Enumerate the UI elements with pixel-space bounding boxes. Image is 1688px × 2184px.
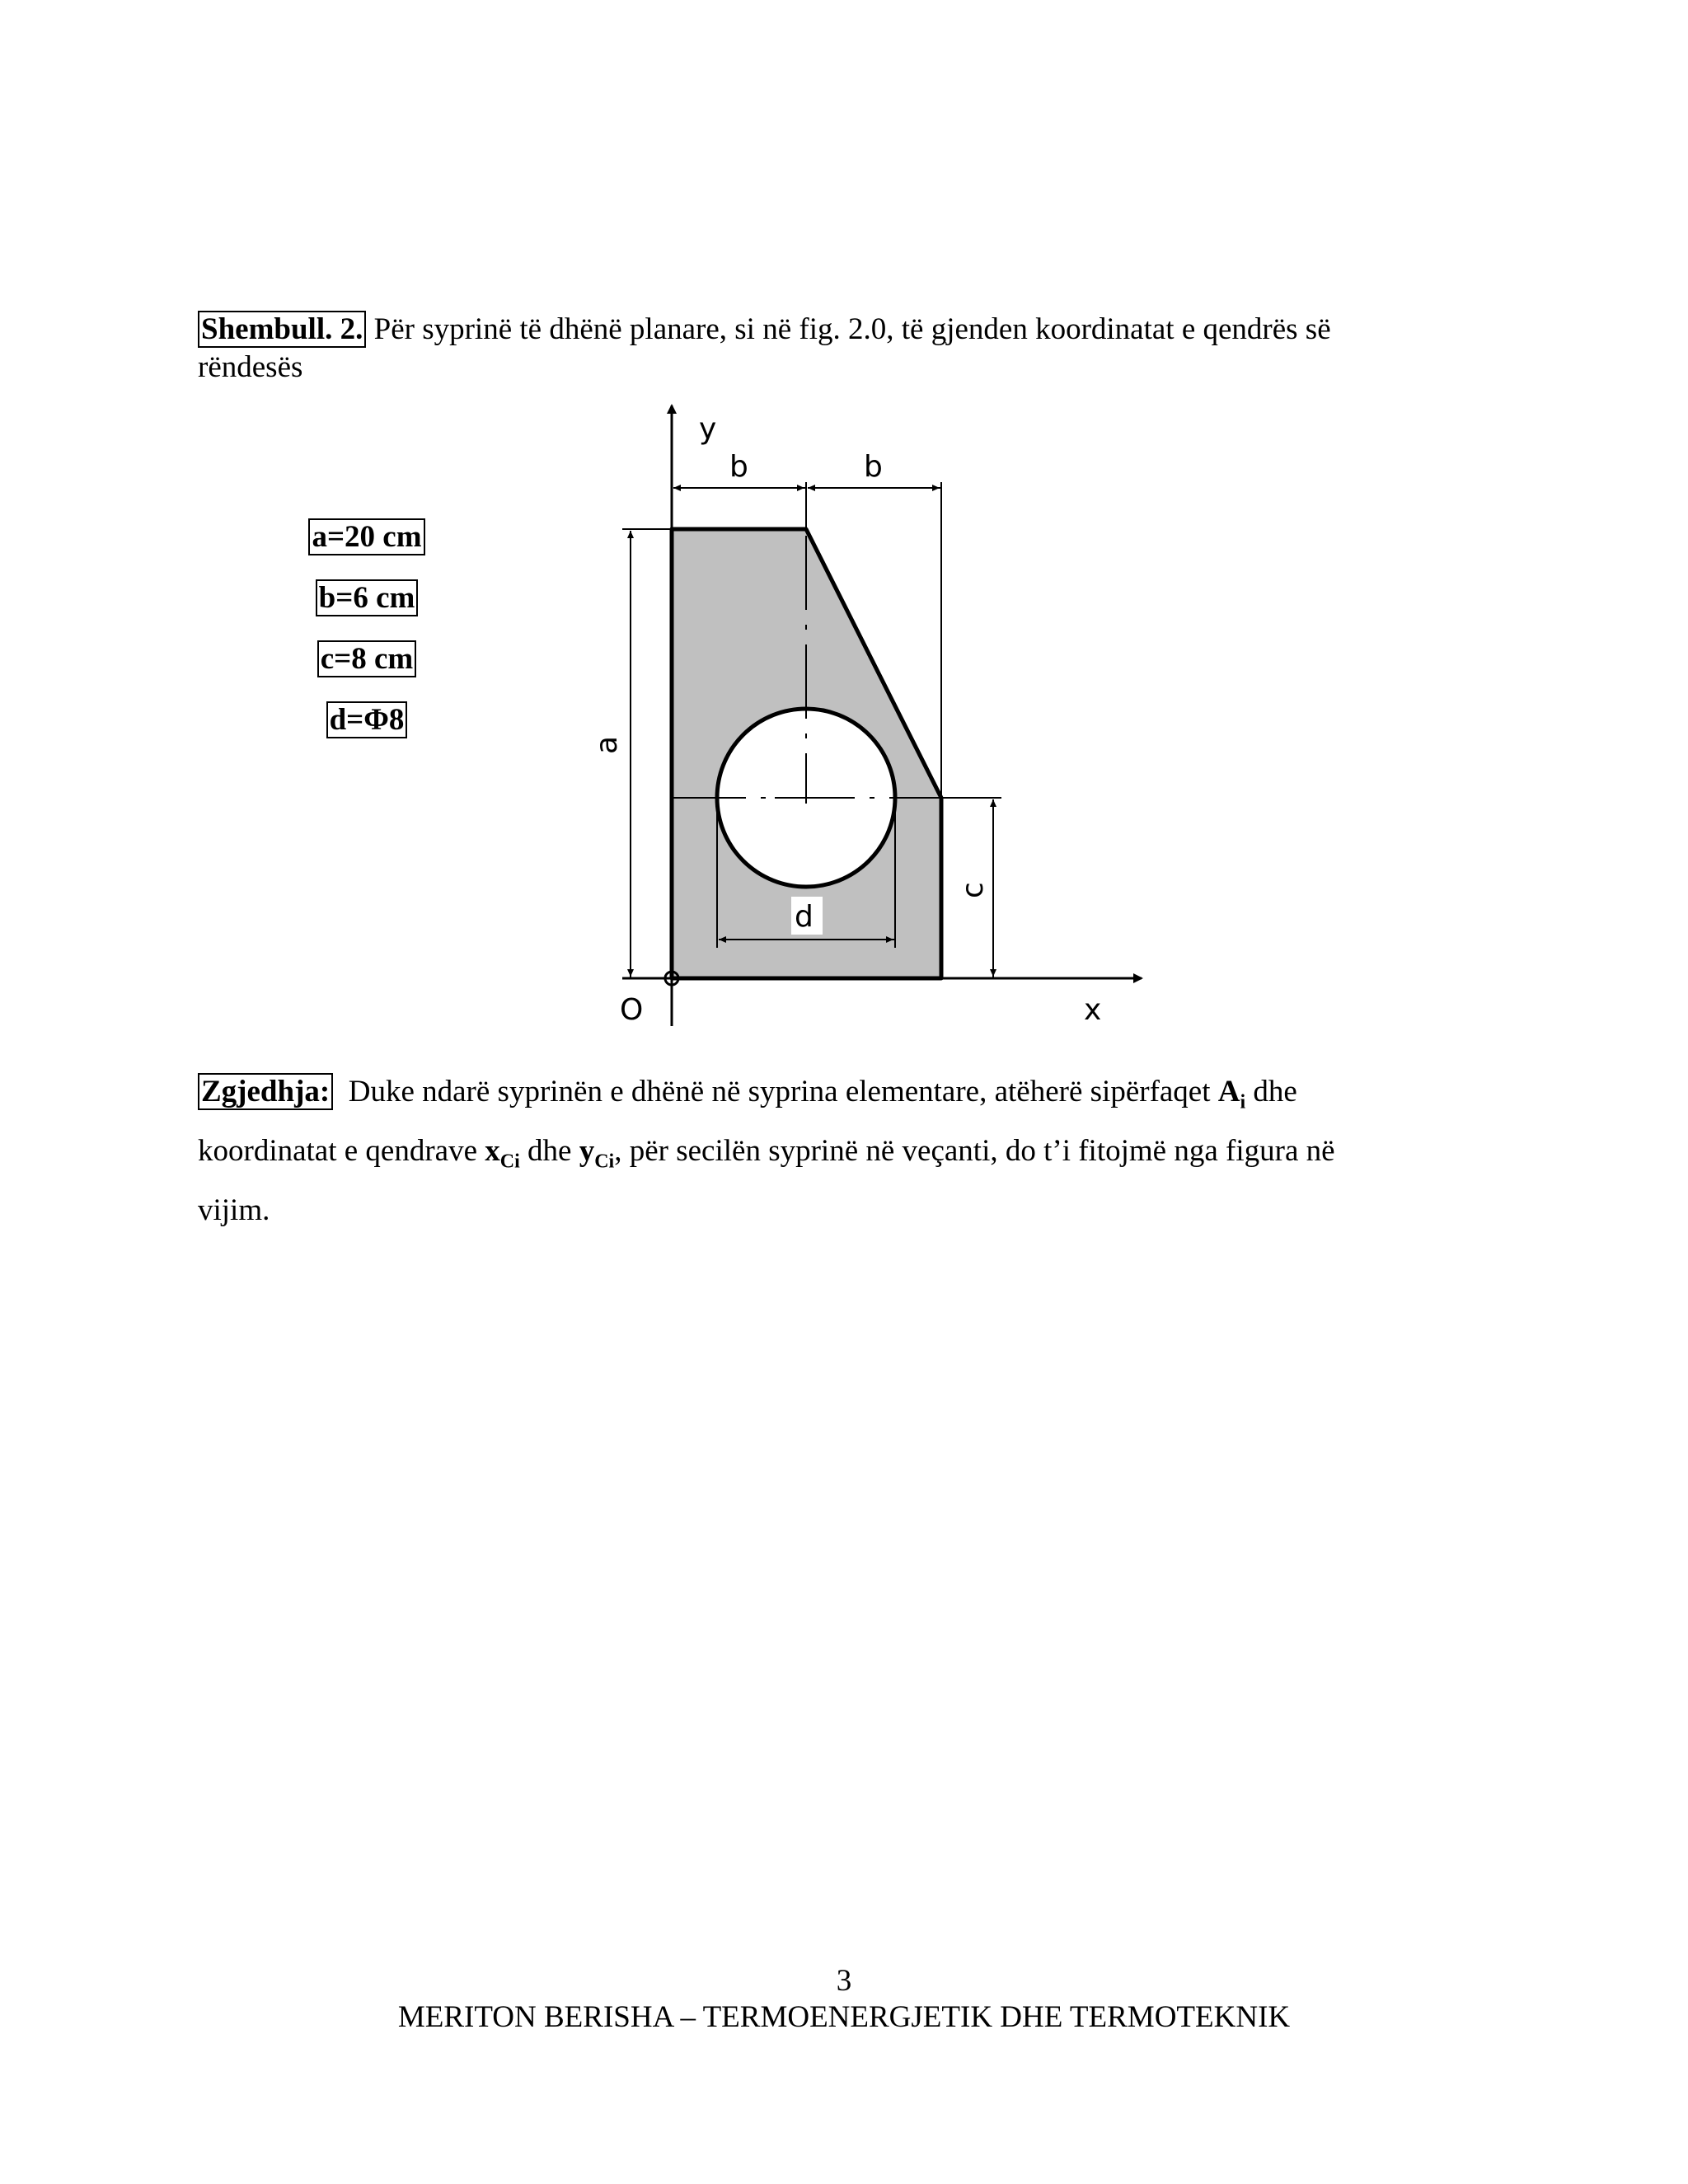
solution-line2-end: , për secilën syprinë në veçanti, do t’i fitojmë nga figura në <box>614 1134 1335 1168</box>
solution-line1-end: dhe <box>1253 1075 1297 1108</box>
param-b: b=6 cm <box>316 579 419 616</box>
footer-author: MERITON BERISHA – TERMOENERGJETIK DHE TERMOTEKNIK <box>397 2000 1291 2034</box>
example-text-line2: rëndesës <box>198 350 303 384</box>
label-dim-d: d <box>795 900 814 934</box>
page-number: 3 <box>836 1964 852 1998</box>
symbol-A-sub: i <box>1240 1091 1246 1113</box>
symbol-x: x <box>485 1134 500 1168</box>
symbol-x-sub: Ci <box>499 1151 520 1173</box>
example-text-line1: Për syprinë të dhënë planare, si në fig. 2.0, të gjenden koordinatat e qendrës së <box>373 312 1331 346</box>
label-dim-a: a <box>590 735 624 754</box>
solution-line2-mid: dhe <box>528 1134 572 1168</box>
param-a: a=20 cm <box>308 518 424 555</box>
label-origin: O <box>620 993 644 1027</box>
label-dim-b2: b <box>864 450 883 484</box>
solution-line3: vijim. <box>198 1193 270 1227</box>
symbol-y-sub: Ci <box>594 1151 615 1173</box>
symbol-y: y <box>579 1134 595 1168</box>
param-c: c=8 cm <box>317 640 417 677</box>
label-x: x <box>1084 993 1102 1027</box>
label-dim-c: c <box>956 882 990 898</box>
solution-label: Zgjedhja: <box>198 1073 333 1110</box>
param-d: d=Φ8 <box>326 701 408 738</box>
label-y: y <box>699 412 717 446</box>
symbol-A: A <box>1217 1075 1240 1108</box>
solution-line2-start: koordinatat e qendrave <box>198 1134 478 1168</box>
example-label: Shembull. 2. <box>198 311 366 348</box>
label-dim-b1: b <box>729 450 748 484</box>
solution-line2 <box>198 1122 1335 1191</box>
solution-line1-text: Duke ndarë syprinën e dhënë në syprina elementare, atëherë sipërfaqet <box>348 1075 1211 1108</box>
